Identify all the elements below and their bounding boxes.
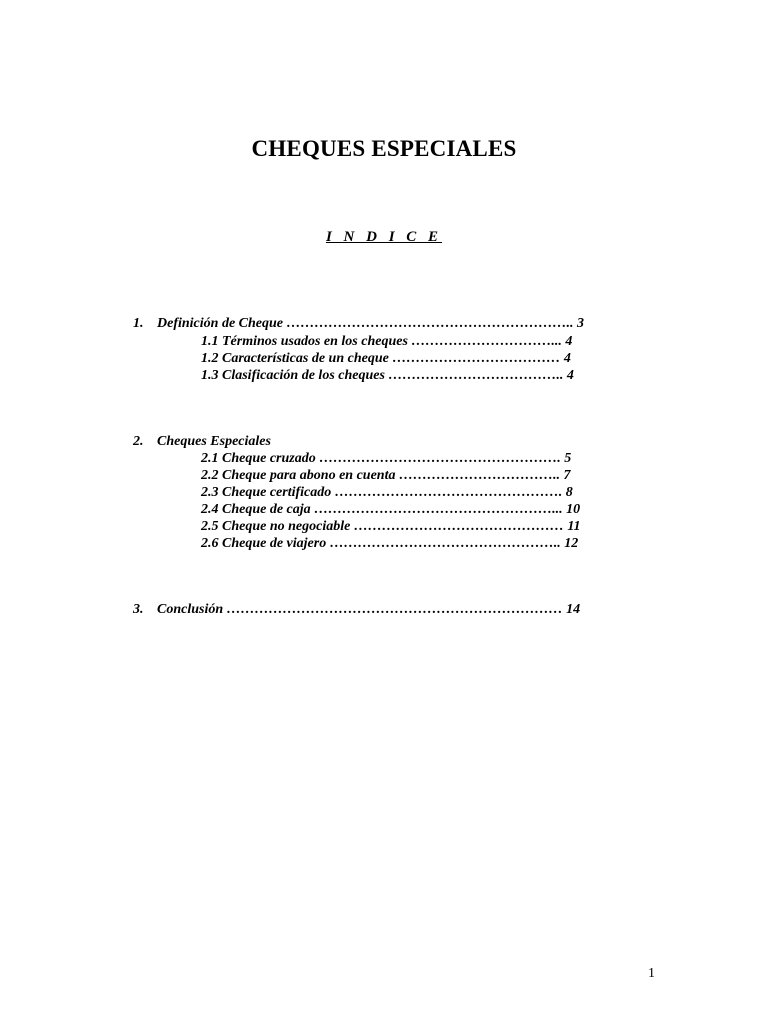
toc-section-1-number: 1. (133, 316, 144, 331)
page-title: CHEQUES ESPECIALES (251, 136, 517, 161)
toc-item-1-1: 1.1 Términos usados en los cheques …………………………... 4 (201, 334, 573, 349)
toc-item-2-2: 2.2 Cheque para abono en cuenta …………………………….. 7 (201, 468, 571, 483)
toc-item-1-2: 1.2 Características de un cheque ……………………………… 4 (201, 351, 571, 366)
toc-section-1 (133, 315, 584, 332)
page-number: 1 (648, 966, 655, 981)
toc-section-3-number: 3. (133, 602, 144, 617)
toc-section-3-title: Conclusión ……………………………………………………………… 14 (157, 602, 581, 617)
toc-section-3 (133, 601, 580, 618)
index-heading: I N D I C E (325, 229, 443, 245)
toc-section-2-title: Cheques Especiales (157, 434, 271, 449)
toc-item-2-4: 2.4 Cheque de caja ……………………………………………... 10 (201, 502, 581, 517)
toc-item-2-5: 2.5 Cheque no negociable ……………………………………… 11 (201, 519, 581, 534)
toc-section-1-title: Definición de Cheque …………………………………………………….. 3 (157, 316, 584, 331)
toc-item-2-6: 2.6 Cheque de viajero ………………………………………….. 12 (201, 536, 579, 551)
toc-item-1-3: 1.3 Clasificación de los cheques ……………………………….. 4 (201, 368, 574, 383)
toc-section-2-number: 2. (133, 434, 144, 449)
toc-item-2-3: 2.3 Cheque certificado …………………………………………. 8 (201, 485, 573, 500)
toc-section-2 (133, 433, 271, 450)
toc-item-2-1: 2.1 Cheque cruzado ……………………………………………. 5 (201, 451, 572, 466)
